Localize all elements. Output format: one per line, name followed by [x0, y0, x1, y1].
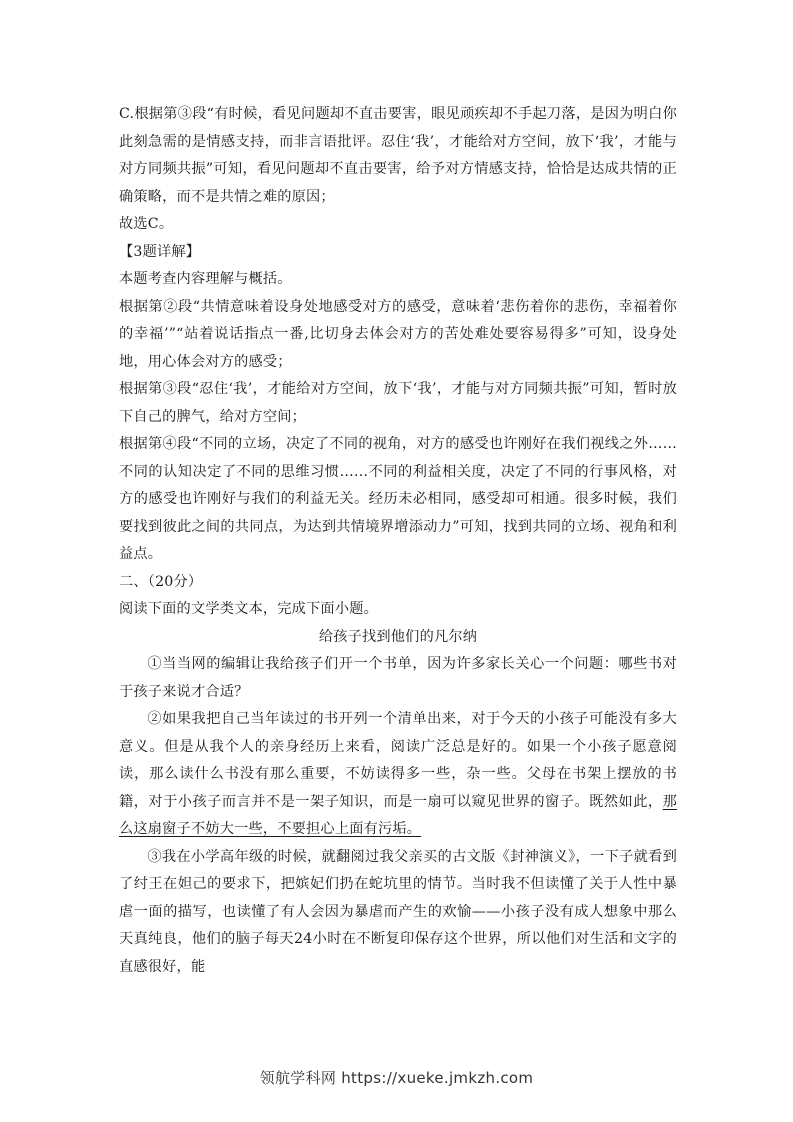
section-two-heading: 二、（20分） — [119, 573, 203, 590]
article-paragraph-2 — [119, 706, 677, 844]
underlined-sentence: 那么这扇窗子不妨大一些，不要担心上面有污垢。 — [119, 793, 677, 837]
question-3-heading: 【3题详解】 — [119, 243, 201, 260]
article-title: 给孩子找到他们的凡尔纳 — [318, 628, 478, 645]
article-paragraph-1: ①当当网的编辑让我给孩子们开一个书单，因为许多家长关心一个问题：哪些书对于孩子来说才合适？ — [119, 656, 677, 700]
analysis-paragraph-4: 根据第④段“不同的立场，决定了不同的视角，对方的感受也许刚好在我们视线之外……不同的认知决定了不同的思维习惯……不同的利益相关度，决定了不同的行事风格，对方的感受也许刚好与我们的利益无关。经历未必相同，感受却可相通。很多时候，我们要找到彼此之间的共同点，为达到共情境界增添动力”可知，找到共同的立场、视角和利益点。 — [119, 436, 677, 562]
answer-paragraph-c: C.根据第③段“有时候，看见问题却不直击要害，眼见顽疾却不手起刀落，是因为明白你此刻急需的是情感支持，而非言语批评。忍住‘我’，才能给对方空间，放下‘我’，才能与对方同频共振”可知，看见问题却不直击要害，给予对方情感支持，恰恰是达成共情的正确策略，而不是共情之难的原因； — [119, 106, 677, 205]
footer-watermark: 领航学科网 https://xueke.jmkzh.com — [259, 1069, 534, 1087]
answer-choice: 故选C。 — [119, 216, 174, 232]
article-paragraph-3: ③我在小学高年级的时候，就翻阅过我父亲买的古文版《封神演义》，一下子就看到了纣王在妲己的要求下，把嫔妃们扔在蛇坑里的情节。当时我不但读懂了关于人性中暴虐一面的描写，也读懂了有人会因为暴虐而产生的欢愉——小孩子没有成人想象中那么天真纯良，他们的脑子每天24小时在不断复印保存这个世界，所以他们对生活和文字的直感很好，能 — [119, 848, 677, 975]
question-3-topic: 本题考查内容理解与概括。 — [119, 271, 292, 287]
analysis-paragraph-2: 根据第②段“共情意味着设身处地感受对方的感受，意味着‘悲伤着你的悲伤，幸福着你的幸福’”“站着说话指点一番,比切身去体会对方的苦处难处要容易得多”可知，设身处地，用心体会对方的感受； — [119, 298, 677, 370]
document-body — [119, 101, 677, 981]
article-paragraph-2-text: ②如果我把自己当年读过的书开列一个清单出来，对于今天的小孩子可能没有多大意义。但是从我个人的亲身经历上来看，阅读广泛总是好的。如果一个小孩子愿意阅读，那么读什么书没有那么重要，不妨读得多一些，杂一些。父母在书架上摆放的书籍，对于小孩子而言并不是一架子知识，而是一扇可以窥见世界的窗子。既然如此， — [119, 711, 677, 810]
analysis-paragraph-3: 根据第③段“忍住‘我’，才能给对方空间，放下‘我’，才能与对方同频共振”可知，暂时放下自己的脾气，给对方空间； — [119, 381, 677, 425]
section-two-instruction: 阅读下面的文学类文本，完成下面小题。 — [119, 601, 378, 617]
